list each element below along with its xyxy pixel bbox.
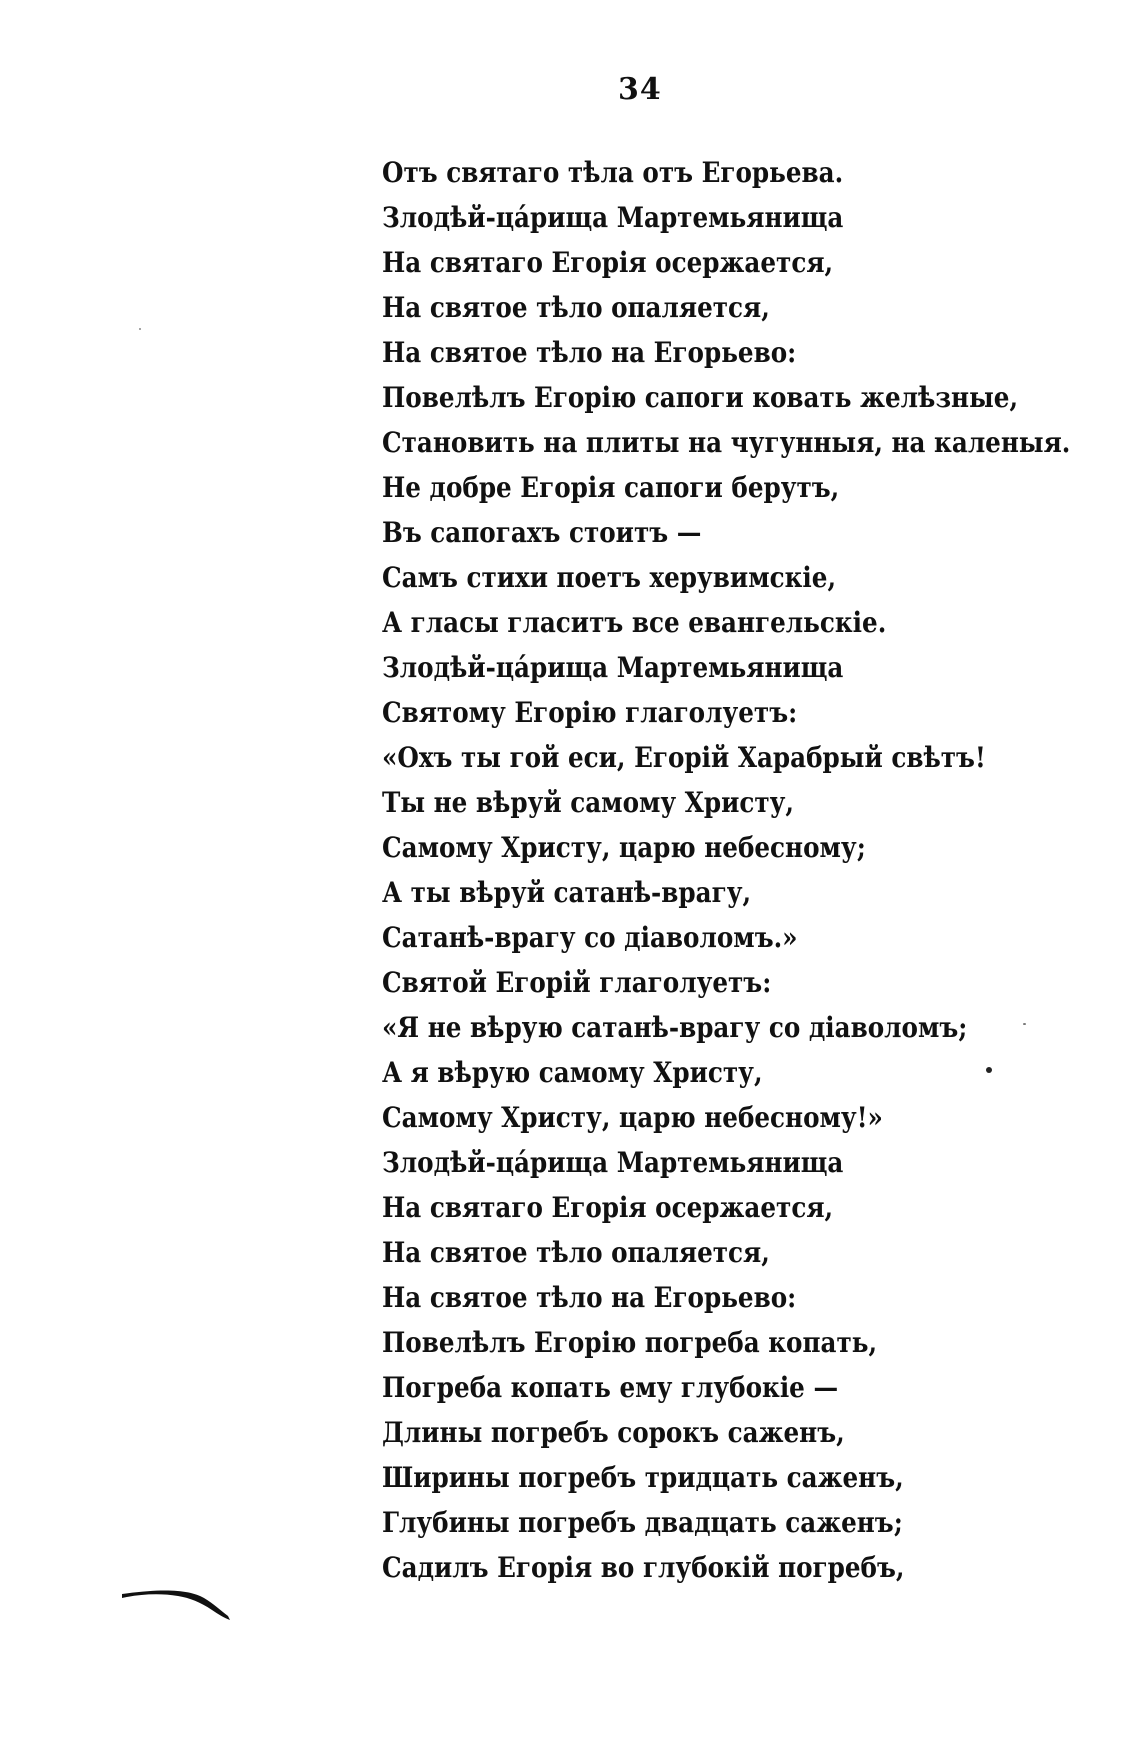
poem-line: Въ сапогахъ стоитъ — [382, 516, 702, 549]
poem-line: Глубины погребъ двадцать саженъ; [382, 1506, 903, 1539]
poem-line: Самъ стихи поетъ херувимскіе, [382, 561, 837, 594]
poem-line: Погреба копать ему глубокіе — [382, 1371, 839, 1404]
poem-line: Не добре Егорія сапоги берутъ, [382, 471, 840, 504]
ink-speck [986, 1067, 992, 1073]
poem-line: Злодѣй-ца́рища Мартемьянища [382, 1146, 844, 1179]
poem-line: На святое тѣло опаляется, [382, 291, 770, 324]
ink-speck [139, 328, 141, 330]
poem-line: Ширины погребъ тридцать саженъ, [382, 1461, 904, 1494]
poem-line: «Охъ ты гой еси, Егорій Харабрый свѣтъ! [382, 741, 986, 774]
poem-line: Святому Егорію глаголуетъ: [382, 696, 798, 729]
poem-line: На святое тѣло на Егорьево: [382, 336, 797, 369]
poem-line: На святое тѣло на Егорьево: [382, 1281, 797, 1314]
poem-line: «Я не вѣрую сатанѣ-врагу со діаволомъ; [382, 1011, 968, 1044]
poem-line: Святой Егорій глаголуетъ: [382, 966, 772, 999]
page-number: 34 [618, 72, 662, 107]
poem-line: А я вѣрую самому Христу, [382, 1056, 763, 1089]
poem-line: На святаго Егорія осержается, [382, 1191, 834, 1224]
poem-text [382, 150, 1102, 1590]
poem-line: Становить на плиты на чугунныя, на каленыя. [382, 426, 1071, 459]
poem-line: Злодѣй-ца́рища Мартемьянища [382, 651, 844, 684]
poem-line: Садилъ Егорія во глубокій погребъ, [382, 1551, 905, 1584]
poem-line: Самому Христу, царю небесному; [382, 831, 866, 864]
poem-line: А гласы гласитъ все евангельскіе. [382, 606, 887, 639]
poem-line: Ты не вѣруй самому Христу, [382, 786, 795, 819]
ink-speck [1023, 1023, 1026, 1025]
poem-line: На святаго Егорія осержается, [382, 246, 834, 279]
poem-line: Злодѣй-ца́рища Мартемьянища [382, 201, 844, 234]
poem-line: Длины погребъ сорокъ саженъ, [382, 1416, 845, 1449]
poem-line: На святое тѣло опаляется, [382, 1236, 770, 1269]
brush-stroke-mark [120, 1580, 240, 1620]
poem-line: Самому Христу, царю небесному!» [382, 1101, 883, 1134]
poem-line: Повелѣлъ Егорію погреба копать, [382, 1326, 878, 1359]
poem-line: А ты вѣруй сатанѣ-врагу, [382, 876, 752, 909]
poem-line: Сатанѣ-врагу со діаволомъ.» [382, 921, 798, 954]
poem-line: Отъ святаго тѣла отъ Егорьева. [382, 156, 844, 189]
poem-line: Повелѣлъ Егорію сапоги ковать желѣзные, [382, 381, 1019, 414]
